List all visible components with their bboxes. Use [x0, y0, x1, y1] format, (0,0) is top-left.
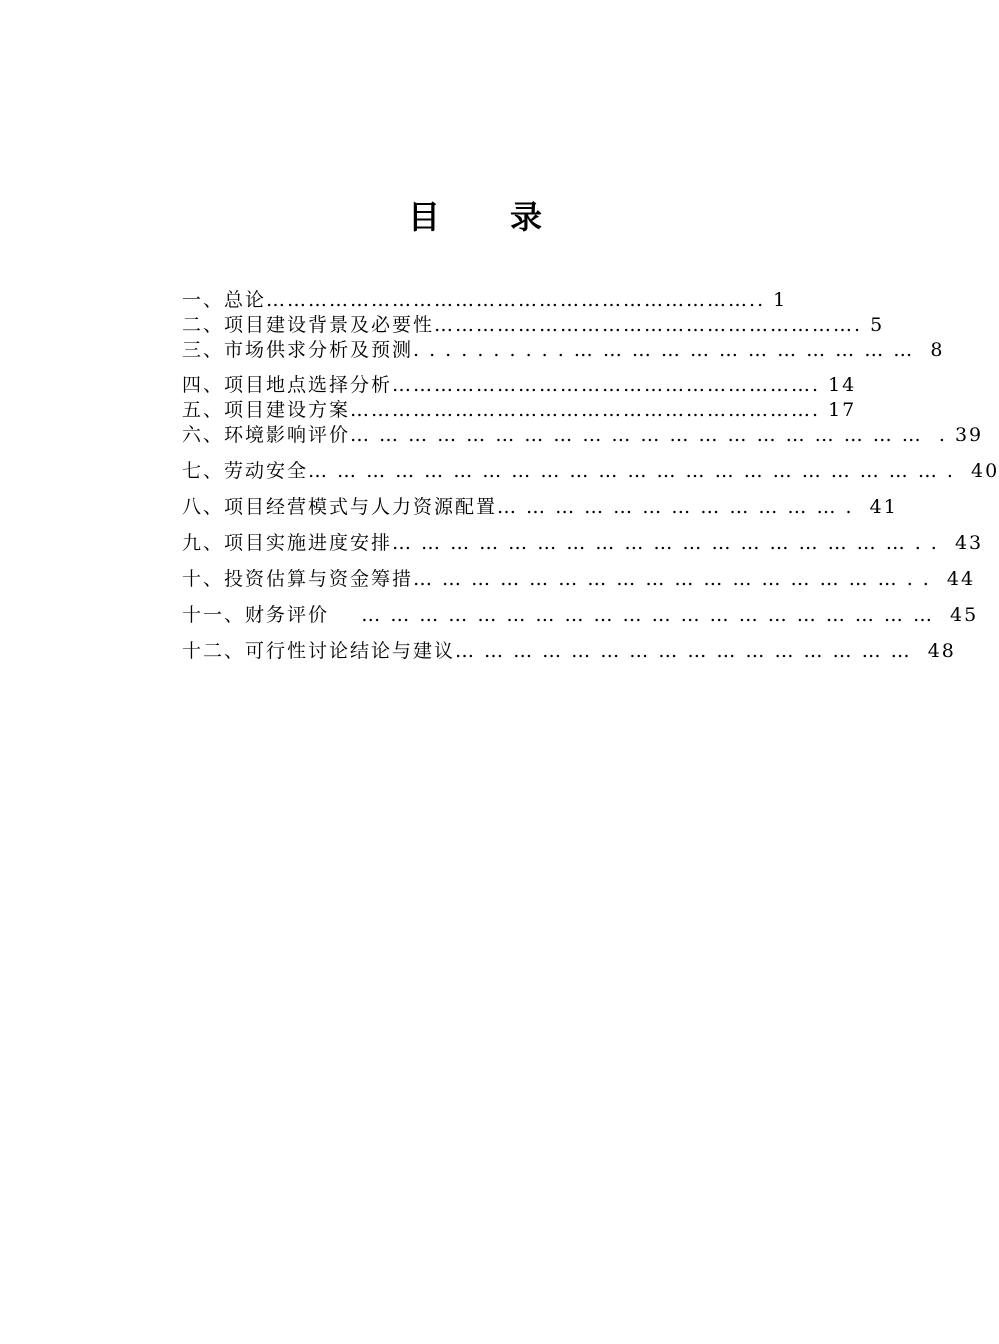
toc-entry-page: 40 [971, 460, 999, 482]
toc-entry-leader: … … … … … … … … … … … … … … … … … … … … [361, 604, 934, 626]
title-char-2: 录 [510, 198, 543, 236]
toc-entry-label: 一、总论 [182, 289, 267, 311]
toc-entry[interactable] [182, 373, 856, 397]
toc-entry[interactable] [182, 603, 978, 627]
title-char-1: 目 [407, 198, 440, 236]
toc-entry-page: 41 [869, 496, 898, 518]
toc-entry-page: . 14 [812, 374, 857, 396]
toc-entry-leader: … … … … … … … … … … … … … … … … … … … … … … . [308, 460, 955, 482]
toc-entry-leader: … … … … … … … … … … … … … … … … … … . . [392, 532, 939, 554]
toc-entry-label: 十二、可行性讨论结论与建议 [182, 640, 456, 662]
page-title [0, 192, 950, 238]
toc-entry[interactable] [182, 313, 884, 337]
toc-entry[interactable] [182, 398, 856, 422]
toc-entry[interactable] [182, 338, 944, 362]
toc-entry[interactable] [182, 531, 983, 555]
toc-entry-page: 8 [930, 339, 945, 361]
toc-entry[interactable] [182, 423, 983, 447]
toc-entry-page: . 5 [854, 314, 885, 336]
toc-entry-label: 三、市场供求分析及预测 [182, 339, 414, 361]
toc-entry-leader: … … … … … … … … … … … … … … … … [455, 640, 912, 662]
toc-entry-label: 九、项目实施进度安排 [182, 532, 393, 554]
toc-entry-leader: ………………………………………………………… [350, 399, 813, 421]
toc-entry-page: . 1 [757, 289, 788, 311]
toc-entry-label: 十、投资估算与资金筹措 [182, 568, 414, 590]
toc-entry-label: 七、劳动安全 [182, 460, 309, 482]
toc-entry[interactable] [182, 639, 956, 663]
toc-entry-leader: … … … … … … … … … … … … … … … … … . . [413, 568, 931, 590]
toc-entry-page: 45 [950, 604, 979, 626]
toc-entry[interactable] [182, 288, 787, 312]
toc-entry[interactable] [182, 567, 975, 591]
toc-entry-label: 六、环境影响评价 [182, 424, 351, 446]
toc-entry-page: . 39 [938, 424, 984, 446]
toc-entry-label: 八、项目经营模式与人力资源配置 [182, 496, 498, 518]
toc-entry-leader: ……………………………………………………………. [266, 289, 758, 311]
toc-entry-page: 43 [954, 532, 984, 554]
toc-entry-leader: …………………………………………………… [434, 314, 855, 336]
toc-entry-label: 十一、财务评价 [182, 604, 330, 626]
toc-entry-label: 四、项目地点选择分析 [182, 374, 393, 396]
toc-entry-leader: … … … … … … … … … … … … . [497, 496, 854, 518]
toc-entry[interactable] [182, 459, 999, 483]
toc-entry-label: 二、项目建设背景及必要性 [182, 314, 435, 336]
toc-entry-leader: … … … … … … … … … … … … … … … … … … … … [350, 424, 923, 446]
toc-entry-label: 五、项目建设方案 [182, 399, 351, 421]
toc-entry-page: 44 [946, 568, 976, 590]
toc-entry-leader: . . . . . . . . . . … … … … … … … … … … … … [413, 339, 915, 361]
toc-entry-leader: …………………………………………………… [392, 374, 813, 396]
toc-entry[interactable] [182, 495, 898, 519]
toc-entry-page: . 17 [812, 399, 857, 421]
toc-entry-page: 48 [927, 640, 956, 662]
